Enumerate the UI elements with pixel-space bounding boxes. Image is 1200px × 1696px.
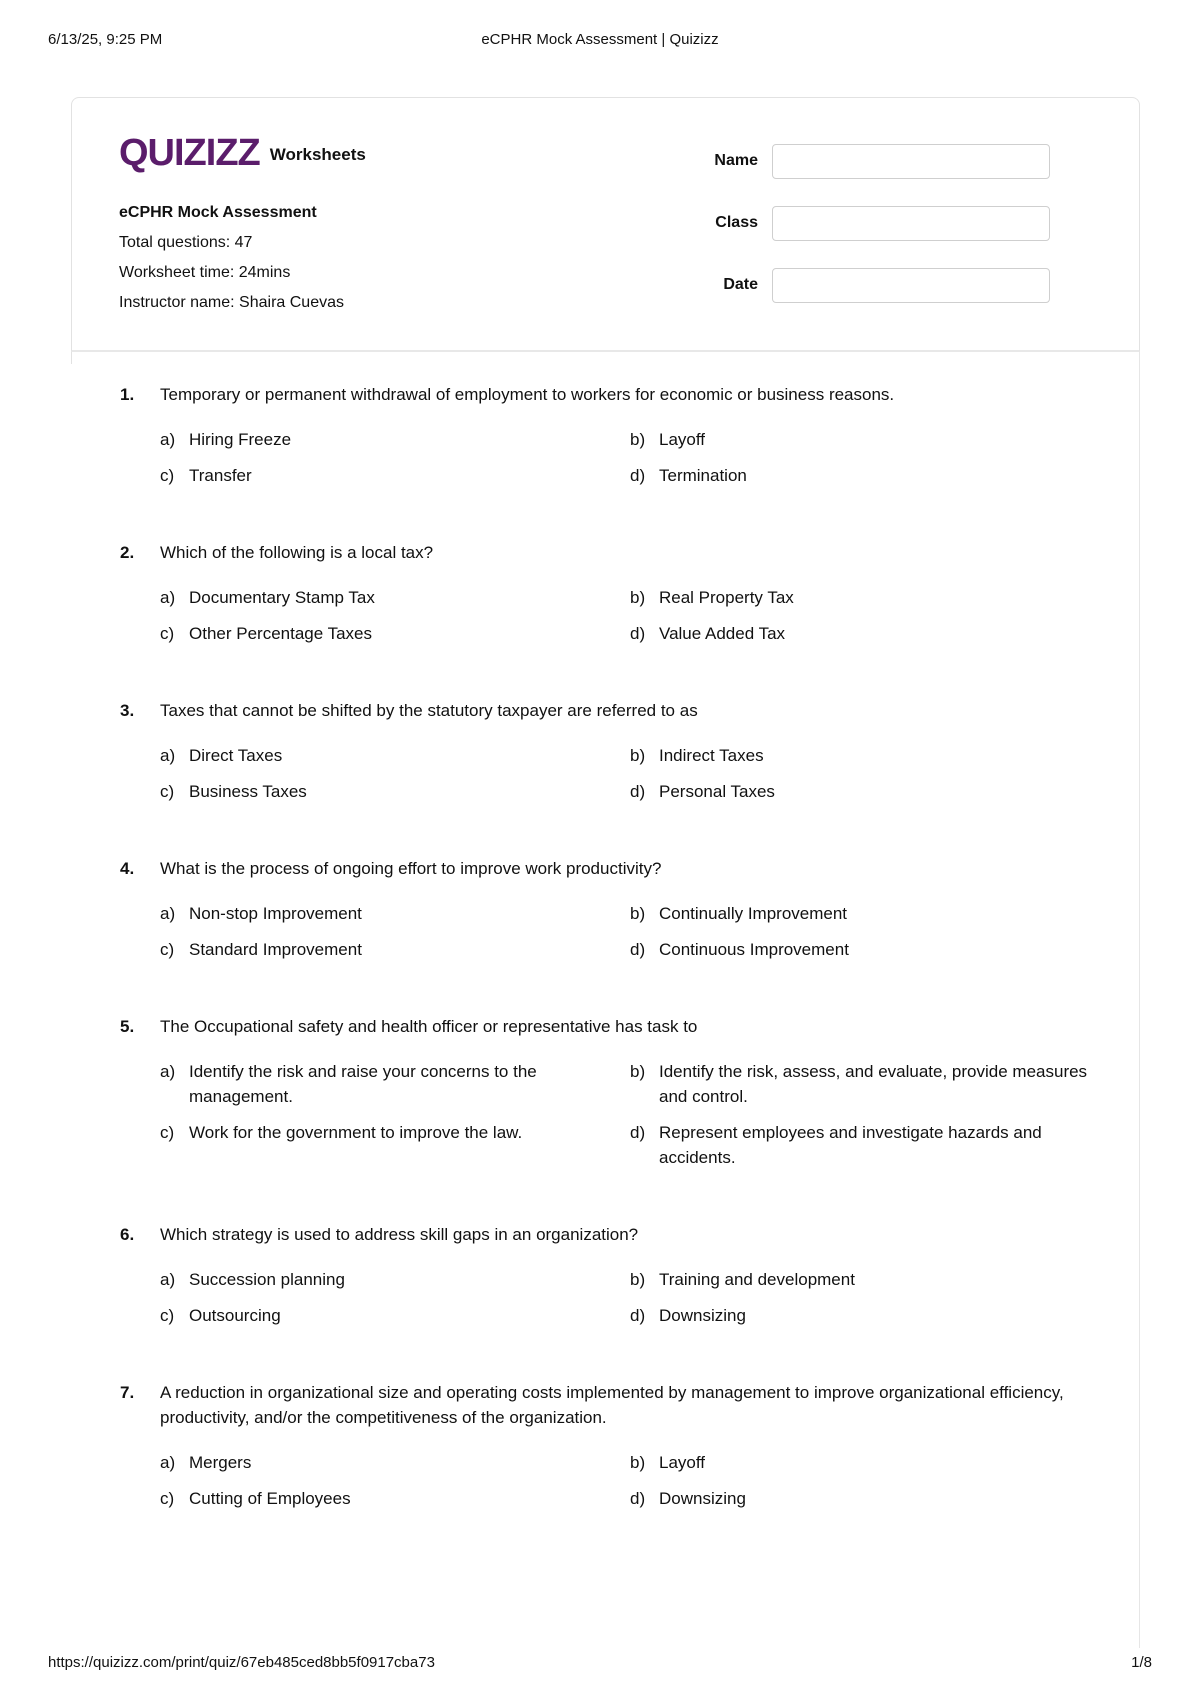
option-c [160,463,630,488]
options [160,1450,1080,1511]
worksheet-meta [119,198,344,318]
class-label: Class [715,214,758,231]
option-text: Non-stop Improvement [189,904,362,923]
option-text: Downsizing [659,1489,746,1508]
option-letter: b) [630,904,646,923]
option-c [160,779,630,804]
question-number: 3. [120,701,135,720]
options [160,901,1080,962]
option-text: Identify the risk and raise your concerns to the management. [189,1062,537,1106]
question-text: Taxes that cannot be shifted by the statutory taxpayer are referred to as [160,701,698,720]
quiz-title: eCPHR Mock Assessment [119,204,317,221]
option-letter: c) [160,466,175,485]
option-text: Transfer [189,466,252,485]
option-letter: b) [630,588,646,607]
option-letter: a) [160,1062,176,1081]
question-text: What is the process of ongoing effort to improve work productivity? [160,859,662,878]
option-text: Outsourcing [189,1306,281,1325]
option-b [630,901,1100,926]
print-header [48,31,1152,51]
option-text: Direct Taxes [189,746,283,765]
options [160,427,1080,488]
option-text: Downsizing [659,1306,746,1325]
option-letter: d) [630,466,646,485]
option-text: Identify the risk, assess, and evaluate, provide measures and control. [659,1062,1088,1106]
option-letter: a) [160,746,176,765]
option-b [630,585,1100,610]
question-number: 4. [120,859,135,878]
worksheet-header-card [71,97,1140,352]
print-footer [48,1654,1152,1674]
option-text: Indirect Taxes [659,746,764,765]
option-letter: c) [160,624,175,643]
option-letter: b) [630,430,646,449]
option-text: Work for the government to improve the law. [189,1123,523,1142]
option-letter: d) [630,1306,646,1325]
option-c [160,621,630,646]
option-b [630,1267,1100,1292]
option-text: Hiring Freeze [189,430,292,449]
option-letter: a) [160,430,176,449]
option-letter: d) [630,624,646,643]
worksheet-time: Worksheet time: 24mins [119,264,291,281]
option-text: Business Taxes [189,782,307,801]
options [160,585,1080,646]
class-field[interactable] [772,206,1050,241]
question-text: The Occupational safety and health officer or representative has task to [160,1017,698,1036]
page-number: 1/8 [1131,1654,1152,1671]
option-text: Continuous Improvement [659,940,849,959]
name-row [672,142,1122,180]
option-letter: b) [630,746,646,765]
option-b [630,743,1100,768]
option-b [630,1059,1100,1109]
option-letter: c) [160,1306,175,1325]
question-text: Temporary or permanent withdrawal of employment to workers for economic or business reasons. [160,385,895,404]
option-text: Represent employees and investigate hazards and accidents. [659,1123,1042,1167]
name-label: Name [714,152,758,169]
brand-subtitle: Worksheets [269,145,366,164]
option-letter: b) [630,1270,646,1289]
option-text: Real Property Tax [659,588,794,607]
instructor-name: Instructor name: Shaira Cuevas [119,294,344,311]
page-right-edge [1139,352,1140,1648]
question-number: 1. [120,385,135,404]
question-number: 5. [120,1017,135,1036]
option-letter: d) [630,782,646,801]
option-a [160,901,630,926]
option-text: Cutting of Employees [189,1489,351,1508]
option-a [160,1059,630,1109]
option-text: Standard Improvement [189,940,362,959]
option-letter: d) [630,1489,646,1508]
class-row [672,204,1122,242]
options [160,1059,1088,1170]
option-text: Value Added Tax [659,624,786,643]
option-d [630,1486,1100,1511]
option-d [630,621,1100,646]
question-text: Which of the following is a local tax? [160,543,434,562]
option-c [160,1486,630,1511]
option-a [160,1450,630,1475]
question-number: 2. [120,543,135,562]
option-d [630,937,1100,962]
option-text: Training and development [659,1270,855,1289]
name-field[interactable] [772,144,1050,179]
question-text: Which strategy is used to address skill gaps in an organization? [160,1225,639,1244]
option-letter: d) [630,1123,646,1142]
options [160,1267,1080,1328]
question-number: 6. [120,1225,135,1244]
option-letter: a) [160,1270,176,1289]
option-b [630,427,1100,452]
question-7 [120,1380,1080,1511]
option-c [160,1120,630,1170]
print-date: 6/13/25, 9:25 PM [48,31,163,48]
option-b [630,1450,1100,1475]
question-1 [120,382,1080,488]
option-letter: c) [160,1123,175,1142]
quizizz-logo: QUIZIZZ [119,132,260,174]
question-3 [120,698,1080,804]
option-text: Other Percentage Taxes [189,624,373,643]
option-text: Mergers [189,1453,252,1472]
card-left-edge [71,352,72,364]
option-text: Personal Taxes [659,782,775,801]
option-text: Continually Improvement [659,904,848,923]
option-a [160,585,630,610]
date-field[interactable] [772,268,1050,303]
option-a [160,743,630,768]
brand [119,134,366,172]
option-a [160,427,630,452]
option-text: Layoff [659,1453,706,1472]
print-title: eCPHR Mock Assessment | Quizizz [481,31,719,48]
date-label: Date [723,276,758,293]
student-fields [672,142,1122,328]
option-a [160,1267,630,1292]
option-text: Layoff [659,430,706,449]
option-letter: c) [160,940,175,959]
question-5 [120,1014,1088,1170]
option-letter: a) [160,588,176,607]
question-text: A reduction in organizational size and operating costs implemented by management to improve organizational efficiency, productivity, and/or the competitiveness of the organization. [160,1383,1064,1427]
option-letter: a) [160,904,176,923]
option-d [630,463,1100,488]
option-letter: b) [630,1062,646,1081]
option-text: Termination [659,466,747,485]
option-d [630,1303,1100,1328]
option-letter: a) [160,1453,176,1472]
option-text: Documentary Stamp Tax [189,588,375,607]
question-6 [120,1222,1080,1328]
option-d [630,779,1100,804]
option-letter: d) [630,940,646,959]
option-letter: b) [630,1453,646,1472]
total-questions: Total questions: 47 [119,234,253,251]
option-text: Succession planning [189,1270,345,1289]
question-2 [120,540,1080,646]
option-letter: c) [160,782,175,801]
option-c [160,1303,630,1328]
print-url: https://quizizz.com/print/quiz/67eb485ced8bb5f0917cba73 [48,1654,435,1671]
date-row [672,266,1122,304]
question-number: 7. [120,1383,135,1402]
option-c [160,937,630,962]
option-letter: c) [160,1489,175,1508]
option-d [630,1120,1100,1170]
options [160,743,1080,804]
question-4 [120,856,1080,962]
